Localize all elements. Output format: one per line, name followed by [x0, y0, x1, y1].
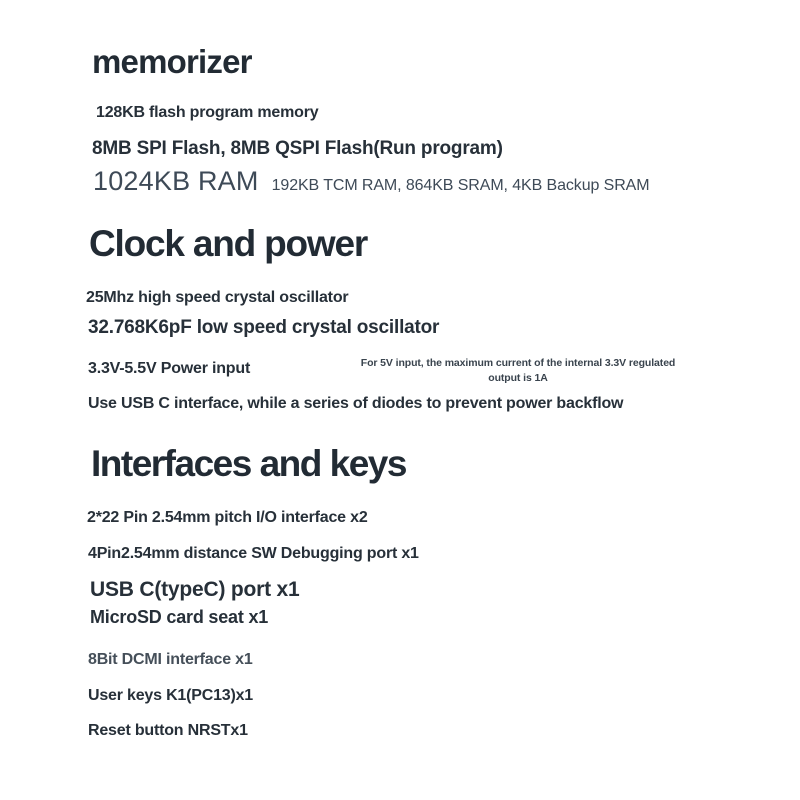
spec-user-keys: User keys K1(PC13)x1 — [88, 687, 253, 704]
section-title-interfaces-keys: Interfaces and keys — [91, 443, 406, 484]
spec-ram-row — [93, 164, 649, 198]
spec-power-input: 3.3V-5.5V Power input — [88, 360, 251, 377]
spec-ram-total: 1024KB RAM — [93, 166, 259, 196]
power-input-note-line1: For 5V input, the maximum current of the internal 3.3V regulated — [360, 357, 676, 369]
section-title-clock-power: Clock and power — [89, 223, 368, 264]
spec-flash-program-memory: 128KB flash program memory — [96, 104, 319, 121]
spec-usb-power-backflow: Use USB C interface, while a series of diodes to prevent power backflow — [88, 395, 624, 412]
spec-io-interface: 2*22 Pin 2.54mm pitch I/O interface x2 — [87, 509, 368, 526]
spec-ram-breakdown: 192KB TCM RAM, 864KB SRAM, 4KB Backup SRAM — [271, 177, 650, 194]
power-input-note — [350, 356, 686, 385]
spec-high-speed-oscillator: 25Mhz high speed crystal oscillator — [86, 289, 349, 306]
spec-sw-debug-port: 4Pin2.54mm distance SW Debugging port x1 — [88, 545, 419, 562]
spec-dcmi-interface: 8Bit DCMI interface x1 — [88, 651, 253, 668]
section-title-memory: memorizer — [92, 43, 252, 80]
spec-spi-qspi-flash: 8MB SPI Flash, 8MB QSPI Flash(Run program) — [92, 138, 503, 159]
power-input-note-line2: output is 1A — [488, 371, 548, 384]
spec-usb-c-port: USB C(typeC) port x1 — [90, 578, 300, 601]
spec-reset-button: Reset button NRSTx1 — [88, 722, 248, 739]
spec-low-speed-oscillator: 32.768K6pF low speed crystal oscillator — [88, 317, 440, 338]
spec-microsd-seat: MicroSD card seat x1 — [90, 607, 269, 627]
